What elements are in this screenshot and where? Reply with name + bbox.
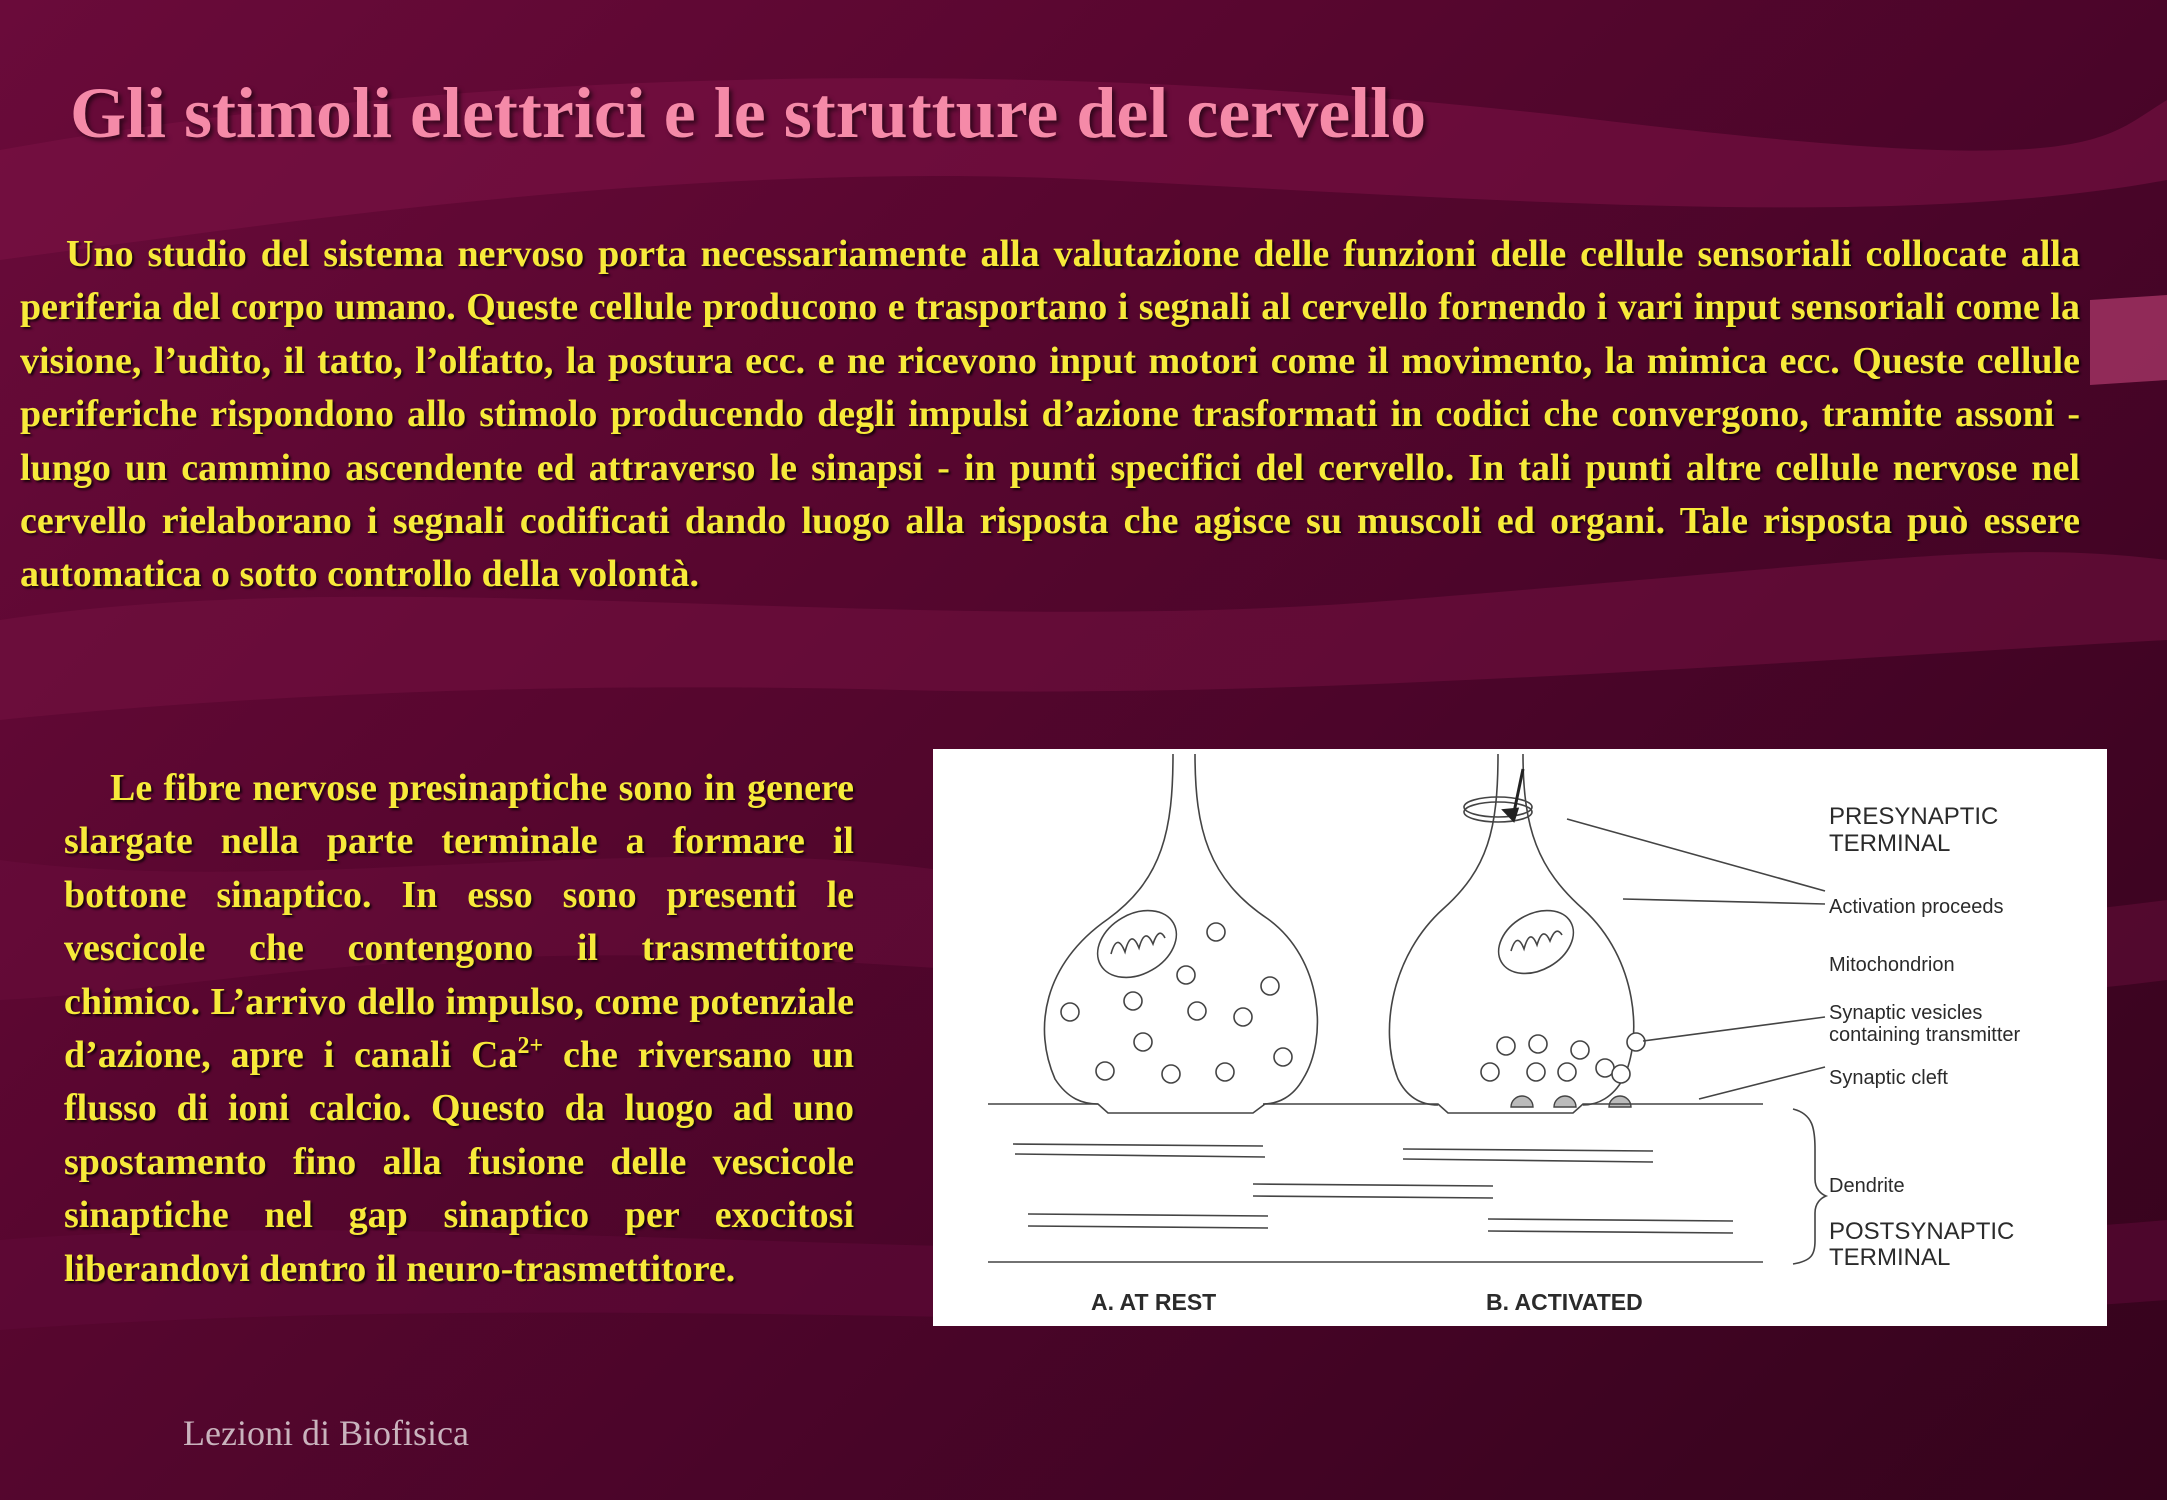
vesicles-b — [1481, 1033, 1645, 1083]
label-presynaptic: PRESYNAPTIC — [1829, 803, 1999, 830]
slide-title: Gli stimoli elettrici e le strutture del cervello — [70, 73, 1427, 153]
label-postsynaptic-terminal: TERMINAL — [1829, 1244, 1951, 1271]
label-postsynaptic: POSTSYNAPTIC — [1829, 1218, 2015, 1245]
calcium-charge: 2+ — [517, 1033, 544, 1060]
label-activation: Activation proceeds — [1829, 896, 2004, 918]
label-vesicles: Synaptic vesicles — [1829, 1002, 1983, 1024]
vesicles-a — [1061, 923, 1292, 1083]
label-synaptic-cleft: Synaptic cleft — [1829, 1067, 1948, 1089]
activation-ring — [1464, 797, 1532, 817]
synapse-paragraph-text-continued: che riversano un flusso di ioni calcio. Questo da luogo ad uno spostamento fino alla fusione delle vescicole sinaptiche nel gap sinaptico per exocitosi liberandovi dentro il neuro-trasmettitore. — [64, 1034, 854, 1290]
caption-at-rest: A. AT REST — [1091, 1289, 1217, 1315]
label-dendrite: Dendrite — [1829, 1175, 1905, 1197]
label-presynaptic-terminal: TERMINAL — [1829, 830, 1951, 857]
postsynaptic-brace — [1793, 1109, 1826, 1264]
synapse-diagram-svg — [933, 749, 2107, 1326]
synapse-diagram — [933, 749, 2107, 1326]
footer-text: Lezioni di Biofisica — [183, 1413, 469, 1453]
presynaptic-membrane — [988, 1104, 1763, 1113]
synapse-paragraph-text: Le fibre nervose presinaptiche sono in genere slargate nella parte terminale a formare il bottone sinaptico. In esso sono presenti le vescicole che contengono il trasmettitore chimico. L’arrivo dello impulso, come potenziale d’azione, apre i canali Ca — [64, 767, 854, 1077]
intro-paragraph: Uno studio del sistema nervoso porta necessariamente alla valutazione delle funzioni delle cellule sensoriali collocate alla periferia del corpo umano. Queste cellule producono e trasportano i segnali al cervello fornendo i vari input sensoriali come la visione, l’udìto, il tatto, l’olfatto, la postura ecc. e ne ricevono input motori come il movimento, la mimica ecc. Queste cellule periferiche rispondono allo stimolo producendo degli impulsi d’azione trasformati in codici che convergono, tramite assoni - lungo un cammino ascendente ed attraverso le sinapsi - in punti specifici del cervello. In tali punti altre cellule nervose nel cervello rielaborano i segnali codificati dando luogo alla risposta che agisce su muscoli ed organi. Tale risposta può essere automatica o sotto controllo della volontà. — [20, 233, 2080, 596]
dendrite-lines — [988, 1144, 1763, 1262]
synapse-paragraph — [64, 762, 854, 1296]
caption-activated: B. ACTIVATED — [1486, 1289, 1643, 1315]
label-mitochondrion: Mitochondrion — [1829, 954, 1955, 976]
label-vesicles-transmitter: containing transmitter — [1829, 1024, 2021, 1046]
fusing-vesicles — [1511, 1096, 1631, 1107]
leader-lines — [1567, 819, 1825, 1099]
terminal-b-outline — [1389, 754, 1498, 1105]
